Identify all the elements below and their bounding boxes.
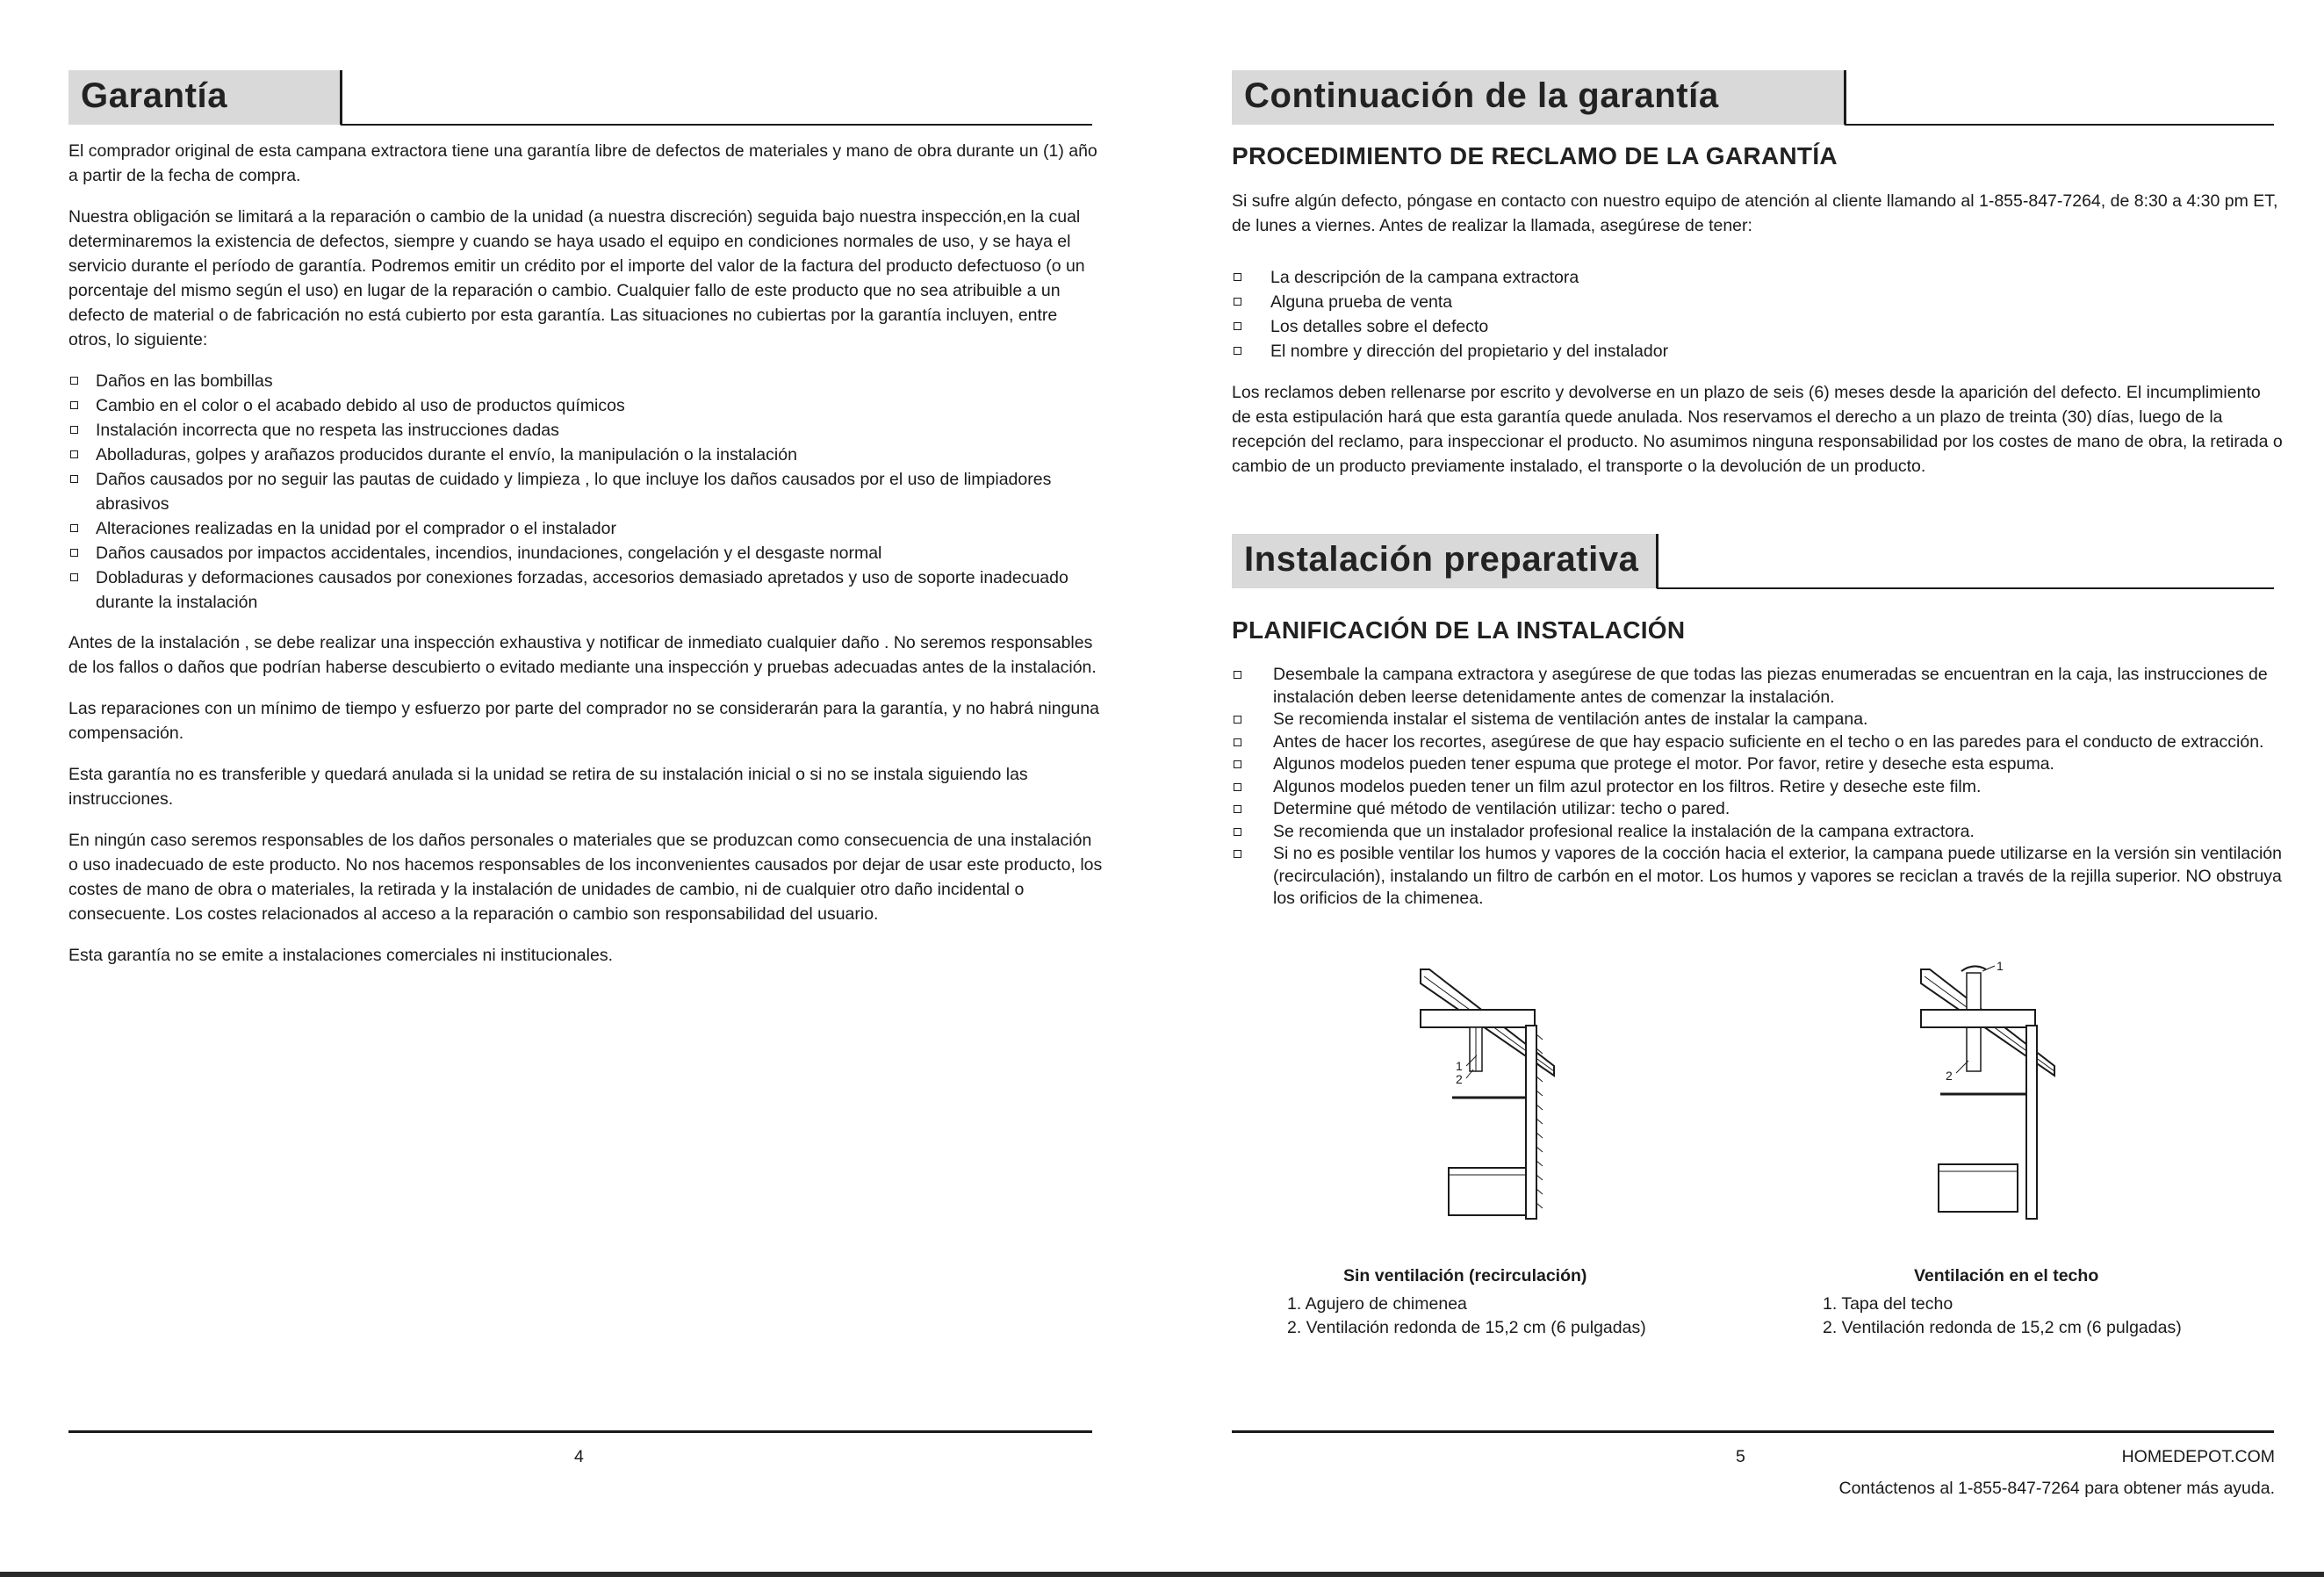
header-rule xyxy=(1657,587,2274,589)
figure-title: Ventilación en el techo xyxy=(1914,1266,2099,1285)
list-item: Algunos modelos pueden tener espuma que protege el motor. Por favor, retire y deseche esta espuma. xyxy=(1232,753,2285,776)
paragraph: Los reclamos deben rellenarse por escrito y devolverse en un plazo de seis (6) meses desde la aparición del defecto. El incumplimiento de esta estipulación hará que esta garantía quede anulada. Nos reservamos el derecho a un plazo de treinta (30) días, luego de la recepción del reclamo, para inspeccionar el producto. No asumimos ninguna responsabilidad por los costes de mano de obra, la retirada o cambio de un producto previamente instalado, el transporte o la devolución de un producto. xyxy=(1232,383,2283,476)
list-item: La descripción de la campana extractora xyxy=(1232,265,2284,290)
footer-rule xyxy=(1232,1430,2274,1433)
section-header-preparatory-installation xyxy=(1232,534,1658,588)
legend-item: 1. Agujero de chimenea xyxy=(1287,1294,1467,1314)
callout-2: 2 xyxy=(1456,1072,1463,1086)
paragraph: El comprador original de esta campana extractora tiene una garantía libre de defectos de materiales y mano de obra durante un (1) año a partir de la fecha de compra. xyxy=(68,141,1097,185)
header-rule xyxy=(1845,124,2274,126)
paragraph: Antes de la instalación , se debe realizar una inspección exhaustiva y notificar de inmediato cualquier daño . No seremos responsables de los fallos o daños que podrían haberse descubierto o evitado mediante una inspección y pruebas adecuadas antes de la instalación. xyxy=(68,633,1097,677)
list-item: Antes de hacer los recortes, asegúrese de que hay espacio suficiente en el techo o en las paredes para el conducto de extracción. xyxy=(1232,731,2285,754)
checkbox-bullet-icon xyxy=(1234,805,1241,813)
checkbox-bullet-icon xyxy=(1234,828,1241,836)
checkbox-bullet-icon xyxy=(1234,783,1241,791)
checkbox-bullet-icon xyxy=(1234,738,1241,746)
list-item: Daños causados por impactos accidentales, incendios, inundaciones, congelación y el desgaste normal xyxy=(68,541,1103,565)
header-rule xyxy=(341,124,1092,126)
website-link[interactable]: HOMEDEPOT.COM xyxy=(2121,1447,2275,1466)
checkbox-bullet-icon xyxy=(1234,273,1241,281)
section-header-warranty-continued xyxy=(1232,70,1846,125)
list-item: Alteraciones realizadas en la unidad por el comprador o el instalador xyxy=(68,516,1103,541)
list-item: Abolladuras, golpes y arañazos producidos durante el envío, la manipulación o la instalación xyxy=(68,443,1103,467)
paragraph: Esta garantía no se emite a instalaciones comerciales ni institucionales. xyxy=(68,946,613,965)
list-item: Daños causados por no seguir las pautas de cuidado y limpieza , lo que incluye los daños causados por el uso de limpiadores abrasivos xyxy=(68,467,1103,516)
section-title: Instalación preparativa xyxy=(1244,540,1639,579)
callout-2: 2 xyxy=(1946,1069,1953,1083)
legend-item: 1. Tapa del techo xyxy=(1823,1294,1953,1314)
list-item: Instalación incorrecta que no respeta las instrucciones dadas xyxy=(68,418,1103,443)
paragraph: Las reparaciones con un mínimo de tiempo y esfuerzo por parte del comprador no se considerarán para la garantía, y no habrá ninguna compensación. xyxy=(68,699,1099,743)
page-number: 4 xyxy=(574,1447,584,1466)
exclusions-list xyxy=(68,369,1103,615)
checkbox-bullet-icon xyxy=(70,401,78,409)
list-item: Se recomienda instalar el sistema de ventilación antes de instalar la campana. xyxy=(1232,709,2285,731)
checkbox-bullet-icon xyxy=(1234,716,1241,724)
figure-recirculation xyxy=(1417,964,1566,1228)
claim-heading: PROCEDIMIENTO DE RECLAMO DE LA GARANTÍA xyxy=(1232,142,1838,169)
paragraph: Si sufre algún defecto, póngase en contacto con nuestro equipo de atención al cliente llamando al 1-855-847-7264, de 8:30 a 4:30 pm ET, de lunes a viernes. Antes de realizar la llamada, asegúrese de tener: xyxy=(1232,191,2278,235)
checkbox-bullet-icon xyxy=(1234,850,1241,858)
claim-items-list xyxy=(1232,265,2284,364)
planning-items-list xyxy=(1232,664,2285,911)
planning-body xyxy=(1232,664,2285,926)
warranty-body xyxy=(68,139,1103,984)
right-page xyxy=(1162,0,2324,1577)
bottom-edge xyxy=(0,1572,2324,1577)
list-item: Desembale la campana extractora y asegúrese de que todas las piezas enumeradas se encuentran en la caja, las instrucciones de instalación deben leerse detenidamente antes de comenzar la instalación. xyxy=(1232,664,2285,709)
figure-legend xyxy=(1823,1293,2182,1340)
section-header-warranty xyxy=(68,70,342,125)
list-item: Si no es posible ventilar los humos y vapores de la cocción hacia el exterior, la campana puede utilizarse en la versión sin ventilación (recirculación), instalando un filtro de carbón en el motor. Los humos y vapores se reciclan a través de la rejilla superior. NO obstruya los orificios de la chimenea. xyxy=(1232,843,2285,911)
checkbox-bullet-icon xyxy=(70,475,78,483)
list-item: Dobladuras y deformaciones causados por conexiones forzadas, accesorios demasiado apretados y uso de soporte inadecuado durante la instalación xyxy=(68,565,1103,615)
list-item: Los detalles sobre el defecto xyxy=(1232,314,2284,339)
legend-item: 2. Ventilación redonda de 15,2 cm (6 pulgadas) xyxy=(1823,1318,2182,1337)
checkbox-bullet-icon xyxy=(1234,322,1241,330)
claim-body xyxy=(1232,189,2284,495)
figure-title: Sin ventilación (recirculación) xyxy=(1343,1266,1587,1285)
roof-vent-diagram xyxy=(1917,961,2076,1228)
list-item: Cambio en el color o el acabado debido al uso de productos químicos xyxy=(68,393,1103,418)
list-item: Algunos modelos pueden tener un film azul protector en los filtros. Retire y deseche este film. xyxy=(1232,776,2285,799)
checkbox-bullet-icon xyxy=(70,549,78,557)
checkbox-bullet-icon xyxy=(1234,298,1241,306)
legend-item: 2. Ventilación redonda de 15,2 cm (6 pulgadas) xyxy=(1287,1318,1646,1337)
paragraph: En ningún caso seremos responsables de los daños personales o materiales que se produzcan como consecuencia de una instalación o uso inadecuado de este producto. No nos hacemos responsables de los inconvenientes causados por dejar de usar este producto, los costes de mano de obra o materiales, la retirada y la instalación de unidades de cambio, ni de cualquier otro daño incidental o consecuente. Los costes relacionados al acceso a la reparación o cambio son responsabilidad del usuario. xyxy=(68,831,1103,924)
list-item: Daños en las bombillas xyxy=(68,369,1103,393)
checkbox-bullet-icon xyxy=(1234,671,1241,679)
paragraph: Esta garantía no es transferible y quedará anulada si la unidad se retira de su instalación inicial o si no se instala siguiendo las instrucciones. xyxy=(68,765,1028,809)
checkbox-bullet-icon xyxy=(70,450,78,458)
callout-1: 1 xyxy=(1997,961,2004,973)
planning-heading: PLANIFICACIÓN DE LA INSTALACIÓN xyxy=(1232,616,1686,644)
section-title: Garantía xyxy=(81,76,228,115)
checkbox-bullet-icon xyxy=(1234,347,1241,355)
list-item: El nombre y dirección del propietario y del instalador xyxy=(1232,339,2284,364)
checkbox-bullet-icon xyxy=(70,573,78,581)
footer-rule xyxy=(68,1430,1092,1433)
list-item: Alguna prueba de venta xyxy=(1232,290,2284,314)
list-item: Se recomienda que un instalador profesional realice la instalación de la campana extractora. xyxy=(1232,821,2285,844)
checkbox-bullet-icon xyxy=(1234,760,1241,768)
paragraph: Nuestra obligación se limitará a la reparación o cambio de la unidad (a nuestra discreción) seguida bajo nuestra inspección,en la cual determinaremos la existencia de defectos, siempre y cuando se haya usado el equipo en condiciones normales de uso, y se haya el servicio durante el período de garantía. Podremos emitir un crédito por el importe del valor de la factura del producto defectuoso (o un porcentaje del mismo según el uso) en lugar de la reparación o cambio. Cualquier fallo de este producto que no sea atribuible a un defecto de material o de fabricación no está cubierto por esta garantía. Las situaciones no cubiertas por la garantía incluyen, entre otros, lo siguiente: xyxy=(68,207,1085,349)
page-number: 5 xyxy=(1736,1447,1745,1466)
checkbox-bullet-icon xyxy=(70,426,78,434)
section-title: Continuación de la garantía xyxy=(1244,76,1719,115)
figure-roof-vent xyxy=(1917,961,2076,1228)
callout-1: 1 xyxy=(1456,1059,1463,1073)
checkbox-bullet-icon xyxy=(70,377,78,385)
checkbox-bullet-icon xyxy=(70,524,78,532)
contact-line: Contáctenos al 1-855-847-7264 para obtener más ayuda. xyxy=(1838,1479,2275,1498)
recirculation-diagram xyxy=(1417,964,1566,1228)
figure-legend xyxy=(1287,1293,1646,1340)
list-item: Determine qué método de ventilación utilizar: techo o pared. xyxy=(1232,798,2285,821)
